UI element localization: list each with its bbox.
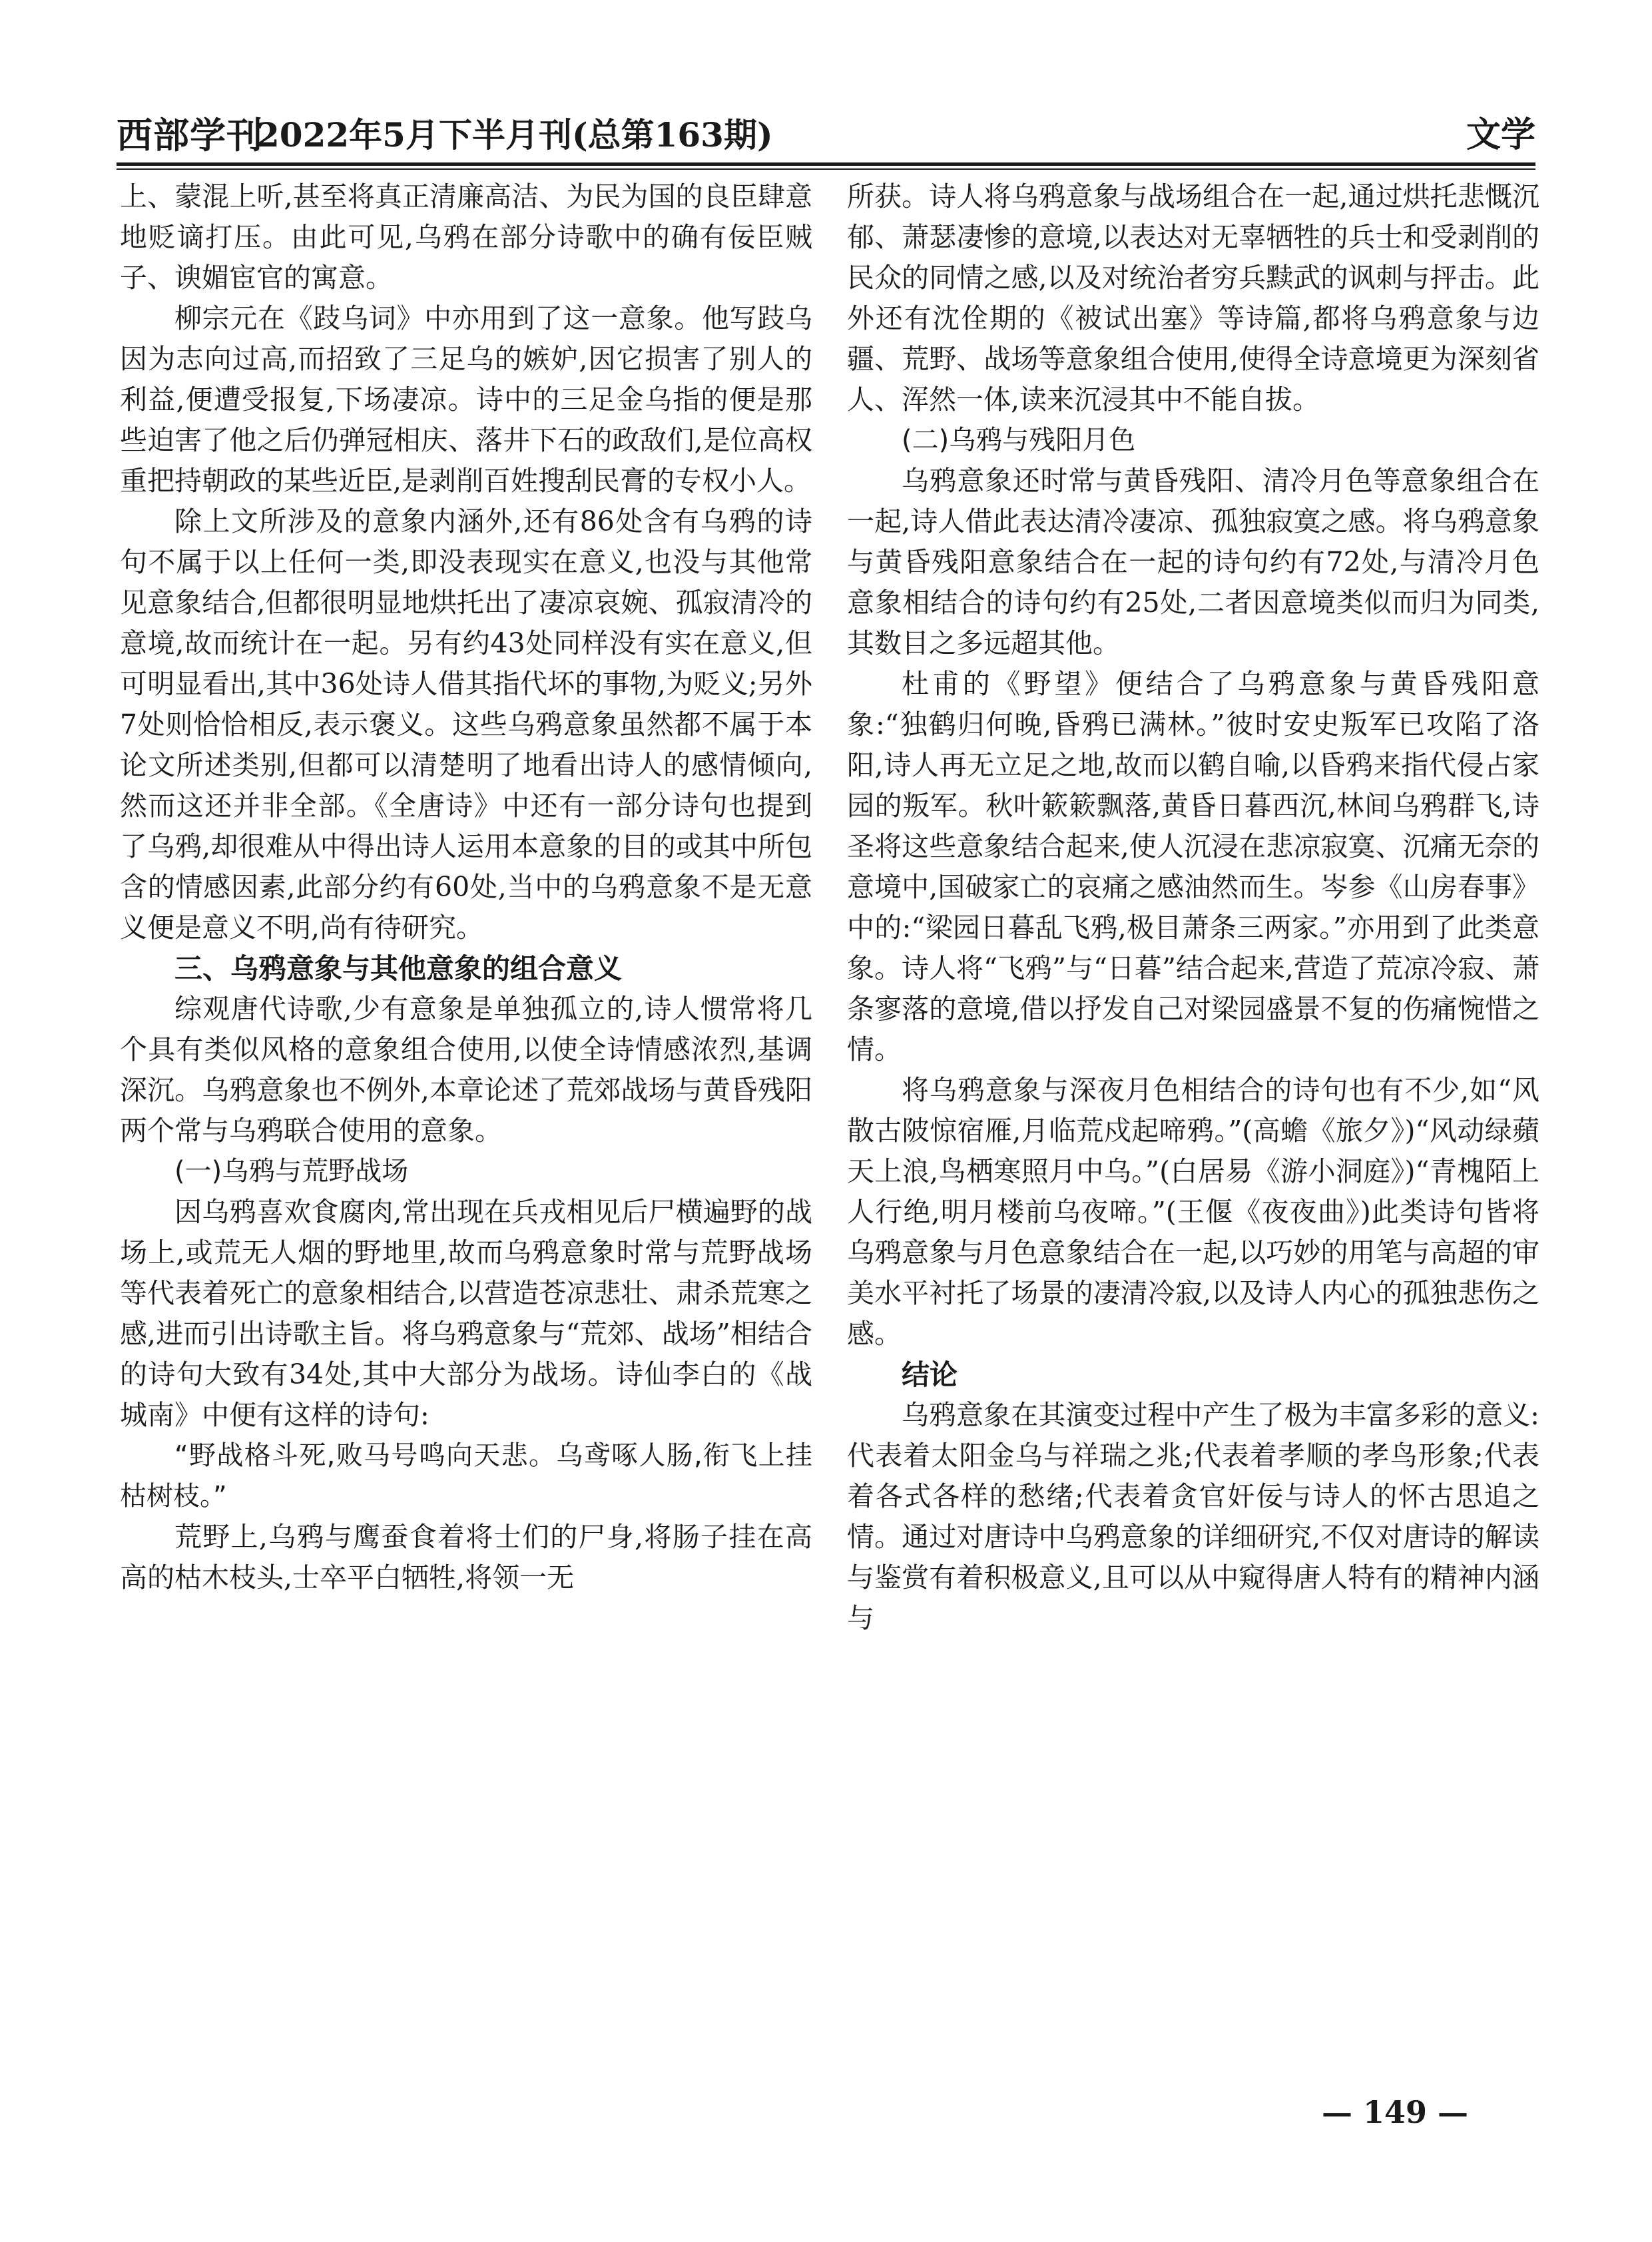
paragraph: 上、蒙混上听,甚至将真正清廉高洁、为民为国的良臣肆意地贬谪打压。由此可见,乌鸦在部分诗歌中的确有佞臣贼子、谀媚宦官的寓意。	[120, 180, 812, 294]
paragraph: 除上文所涉及的意象内涵外,还有86处含有乌鸦的诗句不属于以上任何一类,即没表现实在意义,也没与其他常见意象结合,但都很明显地烘托出了凄凉哀婉、孤寂清冷的意境,故而统计在一起。另有约43处同样没有实在意义,但可明显看出,其中36处诗人借其指代坏的事物,为贬义;另外7处则恰恰相反,表示褒义。这些乌鸦意象虽然都不属于本论文所述类别,但都可以清楚明了地看出诗人的感情倾向,然而这还并非全部。《全唐诗》中还有一部分诗句也提到了乌鸦,却很难从中得出诗人运用本意象的目的或其中所包含的情感因素,此部分约有60处,当中的乌鸦意象不是无意义便是意义不明,尚有待研究。	[120, 505, 812, 944]
page-number: — 149 —	[1322, 2094, 1469, 2130]
issue-info: 2022年5月下半月刊(总第163期)	[256, 115, 773, 154]
header-rule-thin	[117, 168, 1535, 170]
paragraph: 将乌鸦意象与深夜月色相结合的诗句也有不少,如“风散古陂惊宿雁,月临荒戍起啼鸦。”(高蟾《旅夕》)“风动绿蘋天上浪,鸟栖寒照月中乌。”(白居易《游小洞庭》)“青槐陌上人行绝,明月楼前乌夜啼。”(王偃《夜夜曲》)此类诗句皆将乌鸦意象与月色意象结合在一起,以巧妙的用笔与高超的审美水平衬托了场景的凄清冷寂,以及诗人内心的孤独悲伤之感。	[847, 1074, 1539, 1350]
journal-logo: 西部学刊	[117, 114, 263, 156]
paragraph: 柳宗元在《跂乌词》中亦用到了这一意象。他写跂乌因为志向过高,而招致了三足乌的嫉妒,因它损害了别人的利益,便遭受报复,下场凄凉。诗中的三足金乌指的便是那些迫害了他之后仍弹冠相庆、落井下石的政敌们,是位高权重把持朝政的某些近臣,是剥削百姓搜刮民膏的专权小人。	[120, 302, 812, 497]
section-label: 文学	[1466, 115, 1535, 155]
subsection-heading: (一)乌鸦与荒野战场	[174, 1156, 409, 1187]
section-heading: 三、乌鸦意象与其他意象的组合意义	[174, 952, 623, 985]
left-column	[120, 176, 812, 1598]
paragraph: 所获。诗人将乌鸦意象与战场组合在一起,通过烘托悲慨沉郁、萧瑟凄惨的意境,以表达对无辜牺牲的兵士和受剥削的民众的同情之感,以及对统治者穷兵黩武的讽刺与抨击。此外还有沈佺期的《被试出塞》等诗篇,都将乌鸦意象与边疆、荒野、战场等意象组合使用,使得全诗意境更为深刻省人、浑然一体,读来沉浸其中不能自拔。	[847, 180, 1539, 416]
header-rule-thick	[117, 162, 1535, 166]
paragraph: 综观唐代诗歌,少有意象是单独孤立的,诗人惯常将几个具有类似风格的意象组合使用,以使全诗情感浓烈,基调深沉。乌鸦意象也不例外,本章论述了荒郊战场与黄昏残阳两个常与乌鸦联合使用的意象。	[120, 993, 812, 1147]
paragraph: 荒野上,乌鸦与鹰蚕食着将士们的尸身,将肠子挂在高高的枯木枝头,士卒平白牺牲,将领一无	[120, 1521, 812, 1593]
paragraph: 杜甫的《野望》便结合了乌鸦意象与黄昏残阳意象:“独鹤归何晚,昏鸦已满林。”彼时安史叛军已攻陷了洛阳,诗人再无立足之地,故而以鹤自喻,以昏鸦来指代侵占家园的叛军。秋叶簌簌飘落,黄昏日暮西沉,林间乌鸦群飞,诗圣将这些意象结合起来,使人沉浸在悲凉寂寞、沉痛无奈的意境中,国破家亡的哀痛之感油然而生。岑参《山房春事》中的:“梁园日暮乱飞鸦,极目萧条三两家。”亦用到了此类意象。诗人将“飞鸦”与“日暮”结合起来,营造了荒凉冷寂、萧条寥落的意境,借以抒发自己对梁园盛景不复的伤痛惋惜之情。	[847, 668, 1539, 1065]
running-header	[117, 112, 1535, 158]
paragraph: 乌鸦意象还时常与黄昏残阳、清冷月色等意象组合在一起,诗人借此表达清冷凄凉、孤独寂寞之感。将乌鸦意象与黄昏残阳意象结合在一起的诗句约有72处,与清冷月色意象相结合的诗句约有25处,二者因意境类似而归为同类,其数目之多远超其他。	[847, 465, 1539, 659]
right-column	[847, 176, 1539, 1639]
subsection-heading: (二)乌鸦与残阳月色	[902, 425, 1136, 455]
paragraph: 乌鸦意象在其演变过程中产生了极为丰富多彩的意义:代表着太阳金乌与祥瑞之兆;代表着孝顺的孝鸟形象;代表着各式各样的愁绪;代表着贪官奸佞与诗人的怀古思追之情。通过对唐诗中乌鸦意象的详细研究,不仅对唐诗的解读与鉴赏有着积极意义,且可以从中窥得唐人特有的精神内涵与	[847, 1399, 1539, 1634]
poem-quote: “野战格斗死,败马号鸣向天悲。乌鸢啄人肠,衔飞上挂枯树枝。”	[120, 1440, 812, 1512]
section-heading: 结论	[902, 1358, 958, 1391]
paragraph: 因乌鸦喜欢食腐肉,常出现在兵戎相见后尸横遍野的战场上,或荒无人烟的野地里,故而乌鸦意象时常与荒野战场等代表着死亡的意象相结合,以营造苍凉悲壮、肃杀荒寒之感,进而引出诗歌主旨。将乌鸦意象与“荒郊、战场”相结合的诗句大致有34处,其中大部分为战场。诗仙李白的《战城南》中便有这样的诗句:	[120, 1196, 812, 1431]
